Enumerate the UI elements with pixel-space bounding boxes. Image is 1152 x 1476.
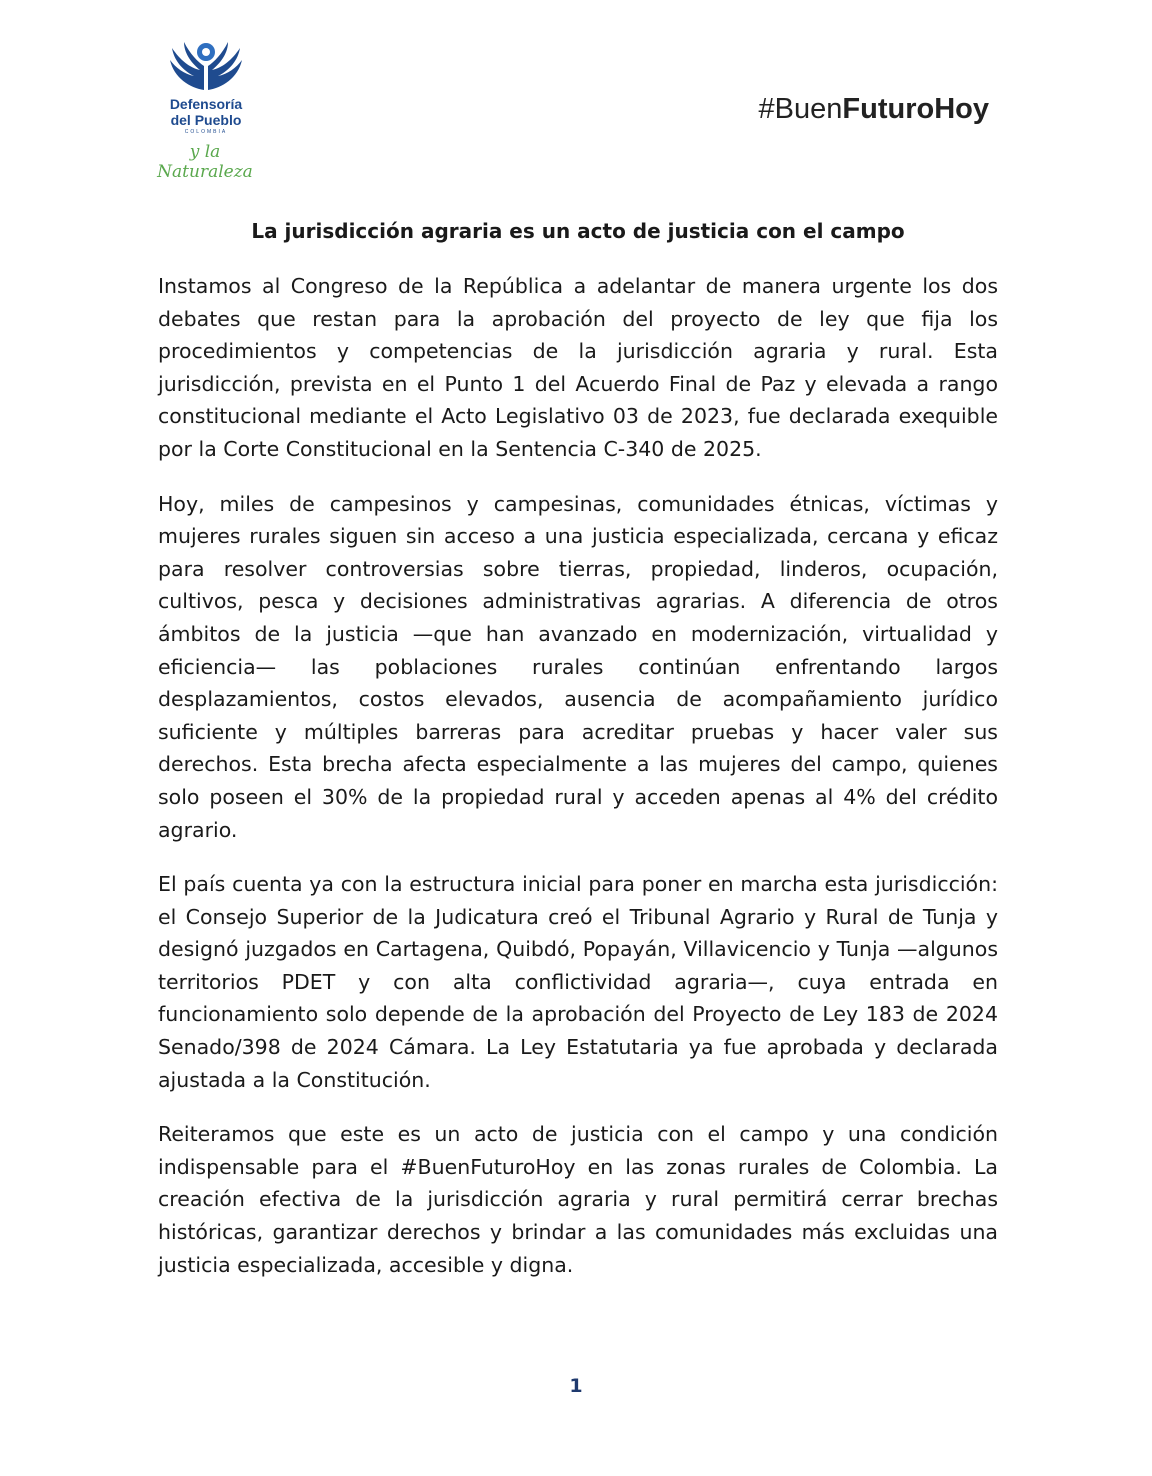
paragraph-2: Hoy, miles de campesinos y campesinas, comunidades étnicas, víctimas y mujeres rurales siguen sin acceso a una justicia especializada, cercana y eficaz para resolver controversias sobre tierras, propiedad, linderos, ocupación, cultivos, pesca y decisiones administrativas agrarias. A diferencia de otros ámbitos de la justicia —que han avanzado en modernización, virtualidad y eficiencia— las poblaciones rurales continúan enfrentando largos desplazamientos, costos elevados, ausencia de acompañamiento jurídico suficiente y múltiples barreras para acreditar pruebas y hacer valer sus derechos. Esta brecha afecta especialmente a las mujeres del campo, quienes solo poseen el 30% de la propiedad rural y acceden apenas al 4% del crédito agrario. [158,491,998,842]
hashtag-bold: FuturoHoy [842,93,989,125]
document-title: La jurisdicción agraria es un acto de justicia con el campo [251,219,905,243]
logo-text-line2: del Pueblo [170,112,242,128]
campaign-hashtag [759,92,989,126]
dove-hands-icon [166,38,246,94]
page-number: 1 [569,1375,583,1397]
logo-country: COLOMBIA [184,129,228,135]
paragraph-1: Instamos al Congreso de la República a adelantar de manera urgente los dos debates que restan para la aprobación del proyecto de ley que fija los procedimientos y competencias de la jurisdicción agraria y rural. Esta jurisdicción, prevista en el Punto 1 del Acuerdo Final de Paz y elevada a rango constitucional mediante el Acto Legislativo 03 de 2023, fue declarada exequible por la Corte Constitucional en la Sentencia C-340 de 2025. [158,274,998,461]
logo-tagline: y la Naturaleza [157,142,253,182]
paragraph-4: Reiteramos que este es un acto de justicia con el campo y una condición indispensable para el #BuenFuturoHoy en las zonas rurales de Colombia. La creación efectiva de la jurisdicción agraria y rural permitirá cerrar brechas históricas, garantizar derechos y brindar a las comunidades más excluidas una justicia especializada, accesible y digna. [158,1122,998,1277]
paragraph-3: El país cuenta ya con la estructura inicial para poner en marcha esta jurisdicción: el Consejo Superior de la Judicatura creó el Tribunal Agrario y Rural de Tunja y designó juzgados en Cartagena, Quibdó, Popayán, Villavicencio y Tunja —algunos territorios PDET y con alta conflictividad agraria—, cuya entrada en funcionamiento solo depende de la aprobación del Proyecto de Ley 183 de 2024 Senado/398 de 2024 Cámara. La Ley Estatutaria ya fue aprobada y declarada ajustada a la Constitución. [158,872,998,1092]
document-body [158,216,998,1303]
logo-text-line1: Defensoría [169,96,243,112]
defensoria-logo [140,38,270,182]
hashtag-prefix: #Buen [758,93,843,125]
page-header [0,0,1152,190]
